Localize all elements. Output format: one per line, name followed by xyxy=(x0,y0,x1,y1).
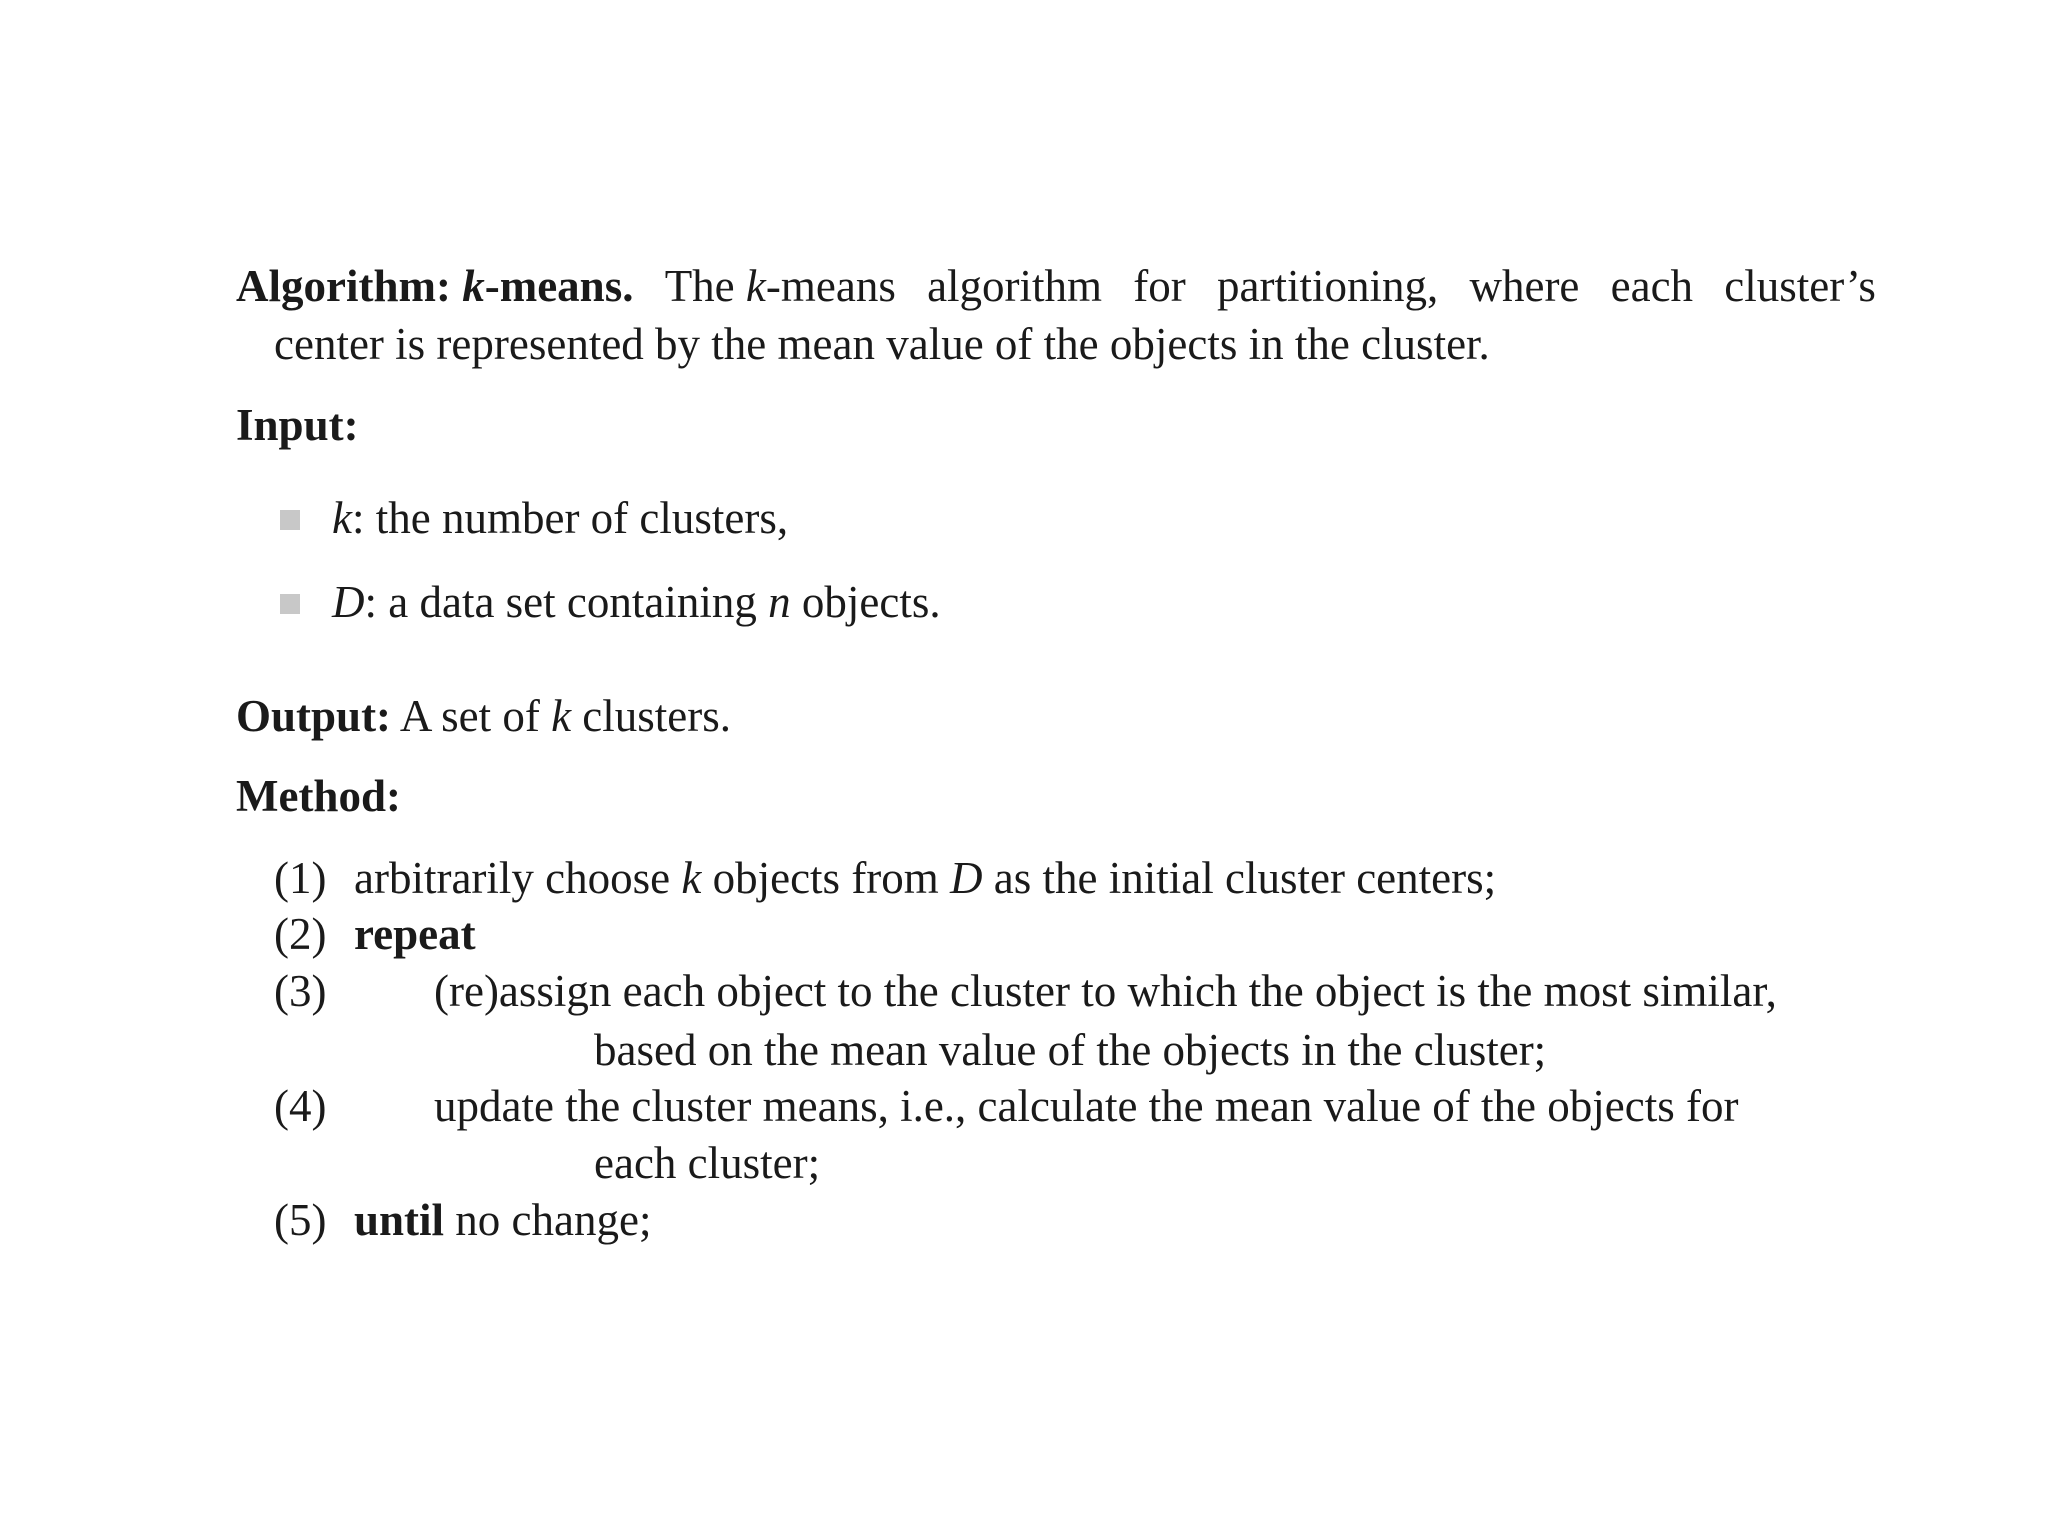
step-4-text: update the cluster means, i.e., calculate the mean value of the objects for xyxy=(434,1081,1739,1131)
bullet-icon xyxy=(280,510,300,530)
step-number: (3) xyxy=(274,966,327,1016)
algorithm-name-var: k xyxy=(462,261,485,311)
input-item-d: D: a data set containing n objects. xyxy=(332,577,941,627)
step-number: (1) xyxy=(274,853,327,903)
algorithm-label: Algorithm: xyxy=(236,261,451,311)
step-number: (5) xyxy=(274,1195,327,1245)
desc-word: partitioning, xyxy=(1217,261,1439,311)
desc-var-k: k xyxy=(745,261,766,311)
method-label: Method: xyxy=(236,771,401,821)
desc-word: where xyxy=(1469,261,1580,311)
output-line: Output: A set of k clusters. xyxy=(236,691,732,741)
step-3-continued: based on the mean value of the objects in the cluster; xyxy=(594,1025,1547,1075)
step-2-keyword: repeat xyxy=(354,909,476,959)
desc-word: The xyxy=(664,261,735,311)
desc-word: cluster’s xyxy=(1724,261,1876,311)
output-label: Output: xyxy=(236,691,392,741)
desc-word: algorithm xyxy=(927,261,1103,311)
input-item-k: k: the number of clusters, xyxy=(332,493,789,543)
algorithm-description-continued: center is represented by the mean value of the objects in the cluster. xyxy=(274,319,1490,369)
step-3-text: (re)assign each object to the cluster to which the object is the most similar, xyxy=(434,966,1777,1016)
desc-word: for xyxy=(1133,261,1186,311)
algorithm-heading-line xyxy=(236,258,1876,314)
step-number: (2) xyxy=(274,909,327,959)
algorithm-name: -means. xyxy=(484,261,634,311)
input-label: Input: xyxy=(236,400,359,450)
bullet-icon xyxy=(280,594,300,614)
step-number: (4) xyxy=(274,1081,327,1131)
desc-word: each xyxy=(1610,261,1694,311)
step-5-text: until no change; xyxy=(354,1195,652,1245)
step-4-continued: each cluster; xyxy=(594,1138,821,1188)
step-1-text: arbitrarily choose k objects from D as the initial cluster centers; xyxy=(354,853,1497,903)
desc-word: -means xyxy=(765,261,896,311)
